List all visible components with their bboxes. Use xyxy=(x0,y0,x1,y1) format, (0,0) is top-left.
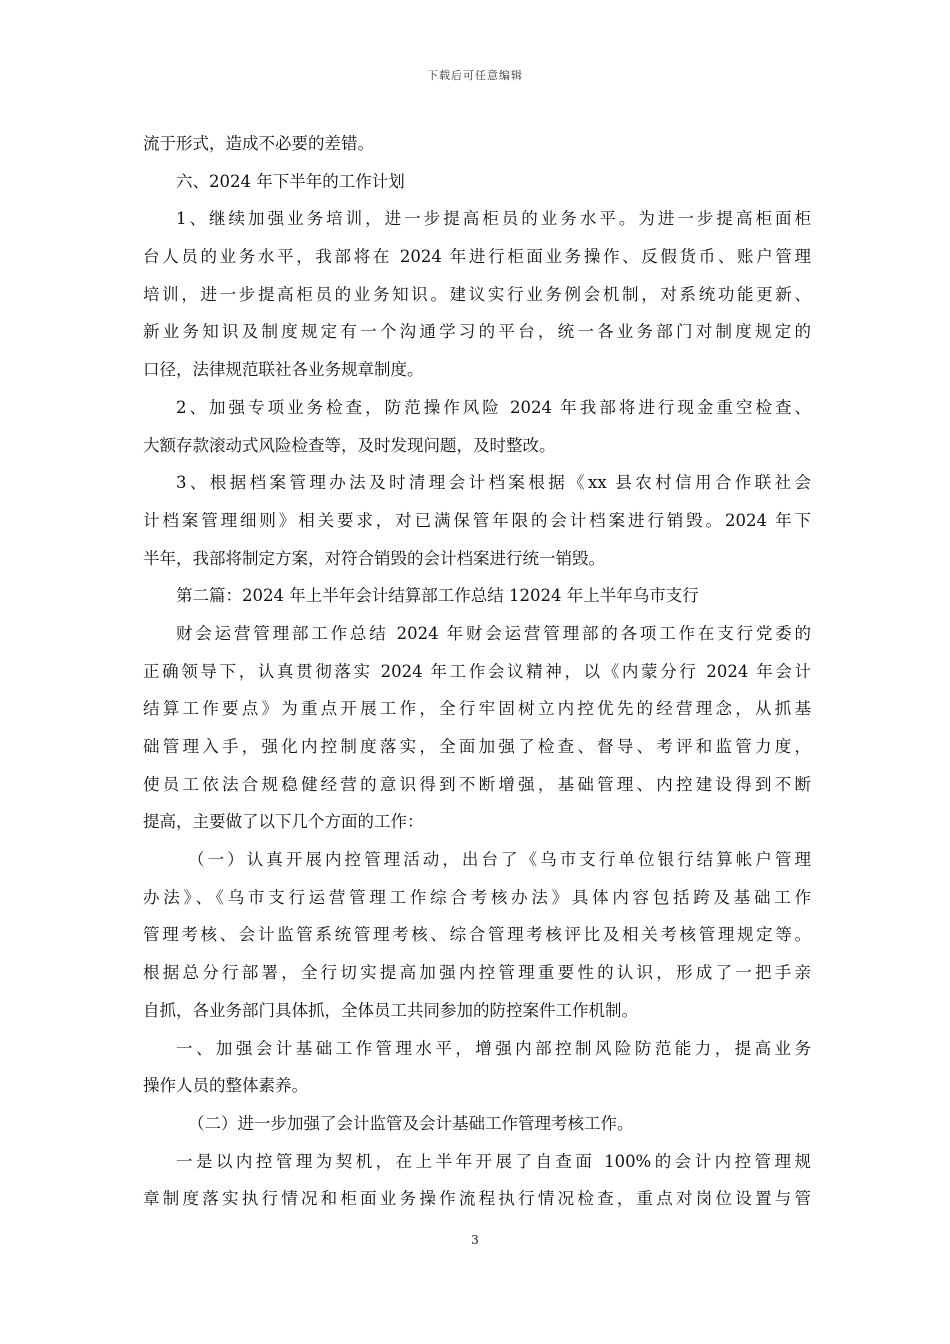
text-line: 半年，我部将制定方案，对符合销毁的会计档案进行统一销毁。 xyxy=(143,548,605,568)
text-line: 一是以内控管理为契机，在上半年开展了自查面 100%的会计内控管理规 xyxy=(176,1151,811,1171)
text-line: 结算工作要点》为重点开展工作，全行牢固树立内控优先的经营理念，从抓基 xyxy=(143,699,811,719)
text-line: 大额存款滚动式风险检查等，及时发现问题，及时整改。 xyxy=(143,435,556,455)
text-line: 操作人员的整体素养。 xyxy=(143,1076,308,1096)
text-line: 正确领导下，认真贯彻落实 2024 年工作会议精神，以《内蒙分行 2024 年会计 xyxy=(143,661,811,681)
text-line: 3、根据档案管理办法及时清理会计档案根据《xx 县农村信用合作联社会 xyxy=(176,473,811,493)
text-line: 管理考核、会计监管系统管理考核、综合管理考核评比及相关考核管理规定等。 xyxy=(143,925,811,945)
text-line: 新业务知识及制度规定有一个沟通学习的平台，统一各业务部门对制度规定的 xyxy=(143,322,811,342)
section-heading: 六、2024 年下半年的工作计划 xyxy=(176,171,405,191)
text-line: 使员工依法合规稳健经营的意识得到不断增强，基础管理、内控建设得到不断 xyxy=(143,774,811,794)
text-line: 财会运营管理部工作总结 2024 年财会运营管理部的各项工作在支行党委的 xyxy=(176,623,811,643)
text-line: 2、加强专项业务检查，防范操作风险 2024 年我部将进行现金重空检查、 xyxy=(176,397,811,417)
document-body xyxy=(143,125,811,1218)
text-line: 口径，法律规范联社各业务规章制度。 xyxy=(143,360,424,380)
text-line: 根据总分行部署，全行切实提高加强内控管理重要性的认识，形成了一把手亲 xyxy=(143,963,811,983)
text-line: 础管理入手，强化内控制度落实，全面加强了检查、督导、考评和监管力度， xyxy=(143,737,811,756)
page-number: 3 xyxy=(471,1233,479,1247)
text-line: 办法》、《乌市支行运营管理工作综合考核办法》具体内容包括跨及基础工作 xyxy=(143,887,811,907)
text-line: 培训，进一步提高柜员的业务知识。建议实行业务例会机制，对系统功能更新、 xyxy=(143,284,811,304)
text-line: 台人员的业务水平，我部将在 2024 年进行柜面业务操作、反假货币、账户管理 xyxy=(143,247,811,267)
chapter-heading: 第二篇：2024 年上半年会计结算部工作总结 12024 年上半年乌市支行 xyxy=(176,586,699,606)
text-line: 自抓，各业务部门具体抓，全体员工共同参加的防控案件工作机制。 xyxy=(143,1000,638,1020)
text-line: 流于形式，造成不必要的差错。 xyxy=(143,134,374,153)
text-line: 章制度落实执行情况和柜面业务操作流程执行情况检查，重点对岗位设置与管 xyxy=(143,1189,811,1209)
text-line: （一）认真开展内控管理活动，出台了《乌市支行单位银行结算帐户管理 xyxy=(188,850,811,870)
page-header-note: 下载后可任意编辑 xyxy=(427,69,523,82)
text-line: 1、继续加强业务培训，进一步提高柜员的业务水平。为进一步提高柜面柜 xyxy=(176,209,811,229)
text-line: （二）进一步加强了会计监管及会计基础工作管理考核工作。 xyxy=(188,1113,634,1133)
text-line: 提高，主要做了以下几个方面的工作： xyxy=(143,812,424,832)
text-line: 一、加强会计基础工作管理水平，增强内部控制风险防范能力，提高业务 xyxy=(176,1038,811,1058)
text-line: 计档案管理细则》相关要求，对已满保管年限的会计档案进行销毁。2024 年下 xyxy=(143,510,811,530)
